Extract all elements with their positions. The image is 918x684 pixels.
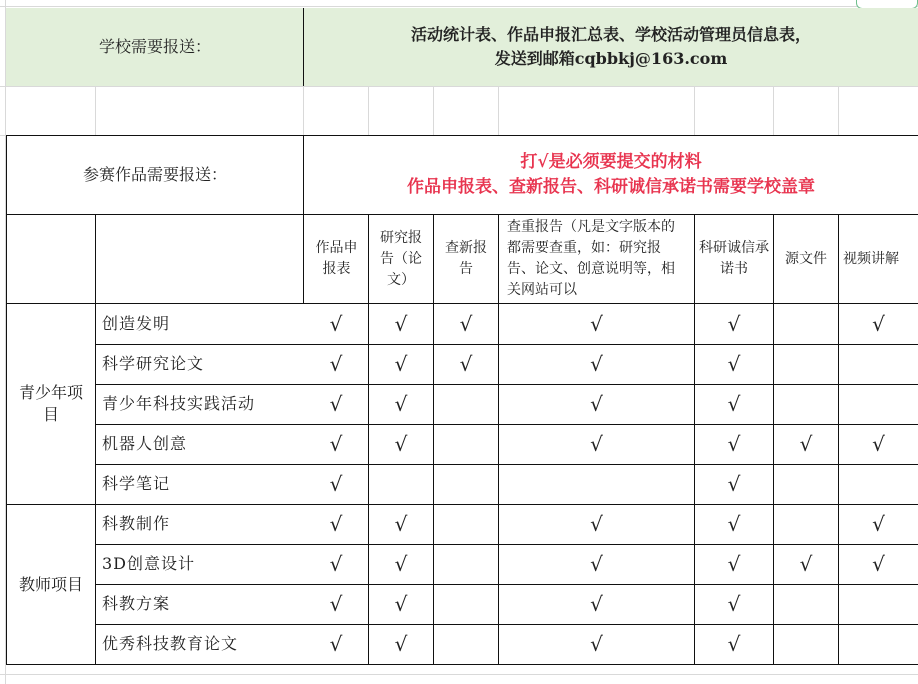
col-header-research-report[interactable]: 研究报告（论文） [380,229,422,288]
check-mark-icon: √ [459,312,473,336]
group-teacher-projects[interactable]: 教师项目 [18,575,83,594]
check-cell[interactable] [695,464,773,504]
check-mark-icon: √ [727,592,741,616]
border [498,214,499,665]
check-mark-icon: √ [329,592,343,616]
check-cell[interactable] [369,384,433,424]
gridline [498,86,499,136]
border [6,135,7,665]
check-mark-icon: √ [590,352,603,376]
check-cell[interactable] [369,304,433,344]
check-mark-icon: √ [590,552,603,576]
border [95,214,96,665]
check-mark-icon: √ [329,552,343,576]
row-name-cell[interactable] [96,424,303,464]
materials-label-text: 参赛作品需要报送： [82,165,227,184]
check-cell[interactable] [774,344,838,384]
check-mark-icon: √ [329,472,343,496]
check-mark-icon: √ [329,432,343,456]
check-cell[interactable] [499,304,694,344]
check-mark-icon: √ [727,392,741,416]
check-cell[interactable] [369,544,433,584]
materials-note-line-2: 作品申报表、查新报告、科研诚信承诺书需要学校盖章 [407,177,815,197]
check-mark-icon: √ [329,312,343,336]
check-cell[interactable] [839,544,918,584]
check-cell[interactable] [369,624,433,664]
check-cell[interactable] [774,464,838,504]
check-cell[interactable] [499,544,694,584]
check-cell[interactable] [839,304,918,344]
row-name: 科学研究论文 [102,354,205,373]
row-name: 创造发明 [102,314,171,333]
border [368,214,369,665]
col-header-source-file[interactable]: 源文件 [785,250,827,267]
check-cell[interactable] [369,504,433,544]
check-mark-icon: √ [329,352,343,376]
school-report-instructions[interactable] [304,8,918,86]
check-cell[interactable] [499,384,694,424]
border [838,214,839,665]
check-cell[interactable] [499,584,694,624]
check-cell[interactable] [695,544,773,584]
check-cell[interactable] [839,424,918,464]
row-name: 科教制作 [102,514,171,533]
col-header-application-form[interactable]: 作品申报表 [315,240,358,277]
check-mark-icon: √ [799,552,813,576]
check-mark-icon: √ [394,432,408,456]
materials-label[interactable] [6,136,304,214]
check-cell[interactable] [695,344,773,384]
check-cell[interactable] [774,384,838,424]
check-mark-icon: √ [799,432,813,456]
check-mark-icon: √ [394,632,408,656]
check-cell[interactable] [499,424,694,464]
check-cell[interactable] [304,584,368,624]
check-cell[interactable] [774,504,838,544]
gridline [433,86,434,136]
check-cell[interactable] [839,504,918,544]
check-mark-icon: √ [727,312,741,336]
col-header-plagiarism-report[interactable]: 查重报告（凡是文字版本的都需要查重，如：研究报告、论文、创意说明等，相关网站可以 [507,219,675,298]
check-cell[interactable] [434,504,498,544]
check-cell[interactable] [695,504,773,544]
check-mark-icon: √ [872,512,885,536]
check-cell[interactable] [304,624,368,664]
check-cell[interactable] [304,544,368,584]
col-header-novelty-report[interactable]: 查新报告 [445,240,487,277]
check-mark-icon: √ [394,312,408,336]
check-cell[interactable] [434,424,498,464]
gridline [694,86,695,136]
check-cell[interactable] [695,424,773,464]
check-cell[interactable] [304,464,368,504]
row-name-cell[interactable] [96,344,303,384]
row-name: 科教方案 [102,594,171,613]
check-cell[interactable] [434,544,498,584]
check-cell[interactable] [774,624,838,664]
check-mark-icon: √ [590,432,603,456]
row-name: 科学笔记 [102,474,171,493]
border [6,135,918,136]
check-cell[interactable] [369,464,433,504]
row-name-cell[interactable] [96,624,303,664]
border [303,8,304,86]
column-header-strip [0,0,918,7]
gridline [303,86,304,136]
check-cell[interactable] [839,464,918,504]
row-name-cell[interactable] [96,464,303,504]
row-name-cell[interactable] [96,304,303,344]
check-mark-icon: √ [872,312,885,336]
check-cell[interactable] [695,384,773,424]
check-cell[interactable] [839,624,918,664]
check-mark-icon: √ [394,552,408,576]
check-mark-icon: √ [590,592,603,616]
col-header-integrity-pledge[interactable]: 科研诚信承诺书 [699,240,769,277]
check-mark-icon: √ [872,552,885,576]
check-cell[interactable] [304,344,368,384]
check-cell[interactable] [774,544,838,584]
border [6,504,918,505]
border [773,214,774,665]
check-cell[interactable] [499,624,694,664]
check-mark-icon: √ [727,552,741,576]
materials-note[interactable] [304,136,918,214]
border [6,214,918,215]
check-mark-icon: √ [727,432,741,456]
check-cell[interactable] [839,344,918,384]
check-cell[interactable] [499,464,694,504]
check-cell[interactable] [304,424,368,464]
row-name-cell[interactable] [96,384,303,424]
gridline [368,86,369,136]
check-mark-icon: √ [590,512,603,536]
check-cell[interactable] [434,584,498,624]
check-mark-icon: √ [727,632,741,656]
check-mark-icon: √ [590,392,603,416]
row-name-cell[interactable] [96,584,303,624]
row-name-cell[interactable] [96,504,303,544]
instructions-line-1: 活动统计表、作品申报汇总表、学校活动管理员信息表， [410,25,811,44]
check-mark-icon: √ [727,352,741,376]
check-cell[interactable] [304,304,368,344]
check-mark-icon: √ [329,512,343,536]
check-mark-icon: √ [590,632,603,656]
check-mark-icon: √ [329,392,343,416]
check-cell[interactable] [695,624,773,664]
school-report-label-text: 学校需要报送： [98,37,211,56]
check-cell[interactable] [434,624,498,664]
group-youth-projects[interactable]: 青少年项目 [18,383,83,424]
row-name: 机器人创意 [102,434,188,453]
check-cell[interactable] [434,344,498,384]
check-cell[interactable] [695,584,773,624]
check-mark-icon: √ [394,592,408,616]
check-cell[interactable] [434,384,498,424]
check-mark-icon: √ [329,632,343,656]
check-mark-icon: √ [590,312,603,336]
border [6,664,918,665]
gridline [95,86,96,136]
check-cell[interactable] [774,304,838,344]
check-cell[interactable] [434,464,498,504]
border [6,303,918,304]
check-cell[interactable] [499,344,694,384]
check-cell[interactable] [369,424,433,464]
instructions-line-2: 发送到邮箱cqbbkj@163.com [494,49,728,68]
materials-note-line-1: 打√是必须要提交的材料 [520,152,702,172]
check-cell[interactable] [839,384,918,424]
check-cell[interactable] [369,344,433,384]
check-cell[interactable] [369,584,433,624]
border [433,214,434,665]
check-cell[interactable] [839,584,918,624]
gridline [0,674,918,675]
check-mark-icon: √ [727,472,741,496]
gridline [773,86,774,136]
row-name: 青少年科技实践活动 [102,394,256,413]
check-cell[interactable] [304,504,368,544]
check-cell[interactable] [695,304,773,344]
gridline [0,86,918,87]
row-name-cell[interactable] [96,544,303,584]
school-report-label[interactable] [6,8,304,86]
check-mark-icon: √ [459,352,473,376]
gridline [838,86,839,136]
check-cell[interactable] [774,424,838,464]
check-cell[interactable] [774,584,838,624]
row-name: 3D创意设计 [102,554,196,573]
check-cell[interactable] [434,304,498,344]
border [694,214,695,665]
check-mark-icon: √ [394,512,408,536]
check-mark-icon: √ [872,432,885,456]
border [303,135,304,304]
check-cell[interactable] [499,504,694,544]
check-mark-icon: √ [394,392,408,416]
row-name: 优秀科技教育论文 [102,634,239,653]
check-mark-icon: √ [394,352,408,376]
col-header-video[interactable]: 视频讲解 [843,250,899,267]
check-mark-icon: √ [727,512,741,536]
check-cell[interactable] [304,384,368,424]
